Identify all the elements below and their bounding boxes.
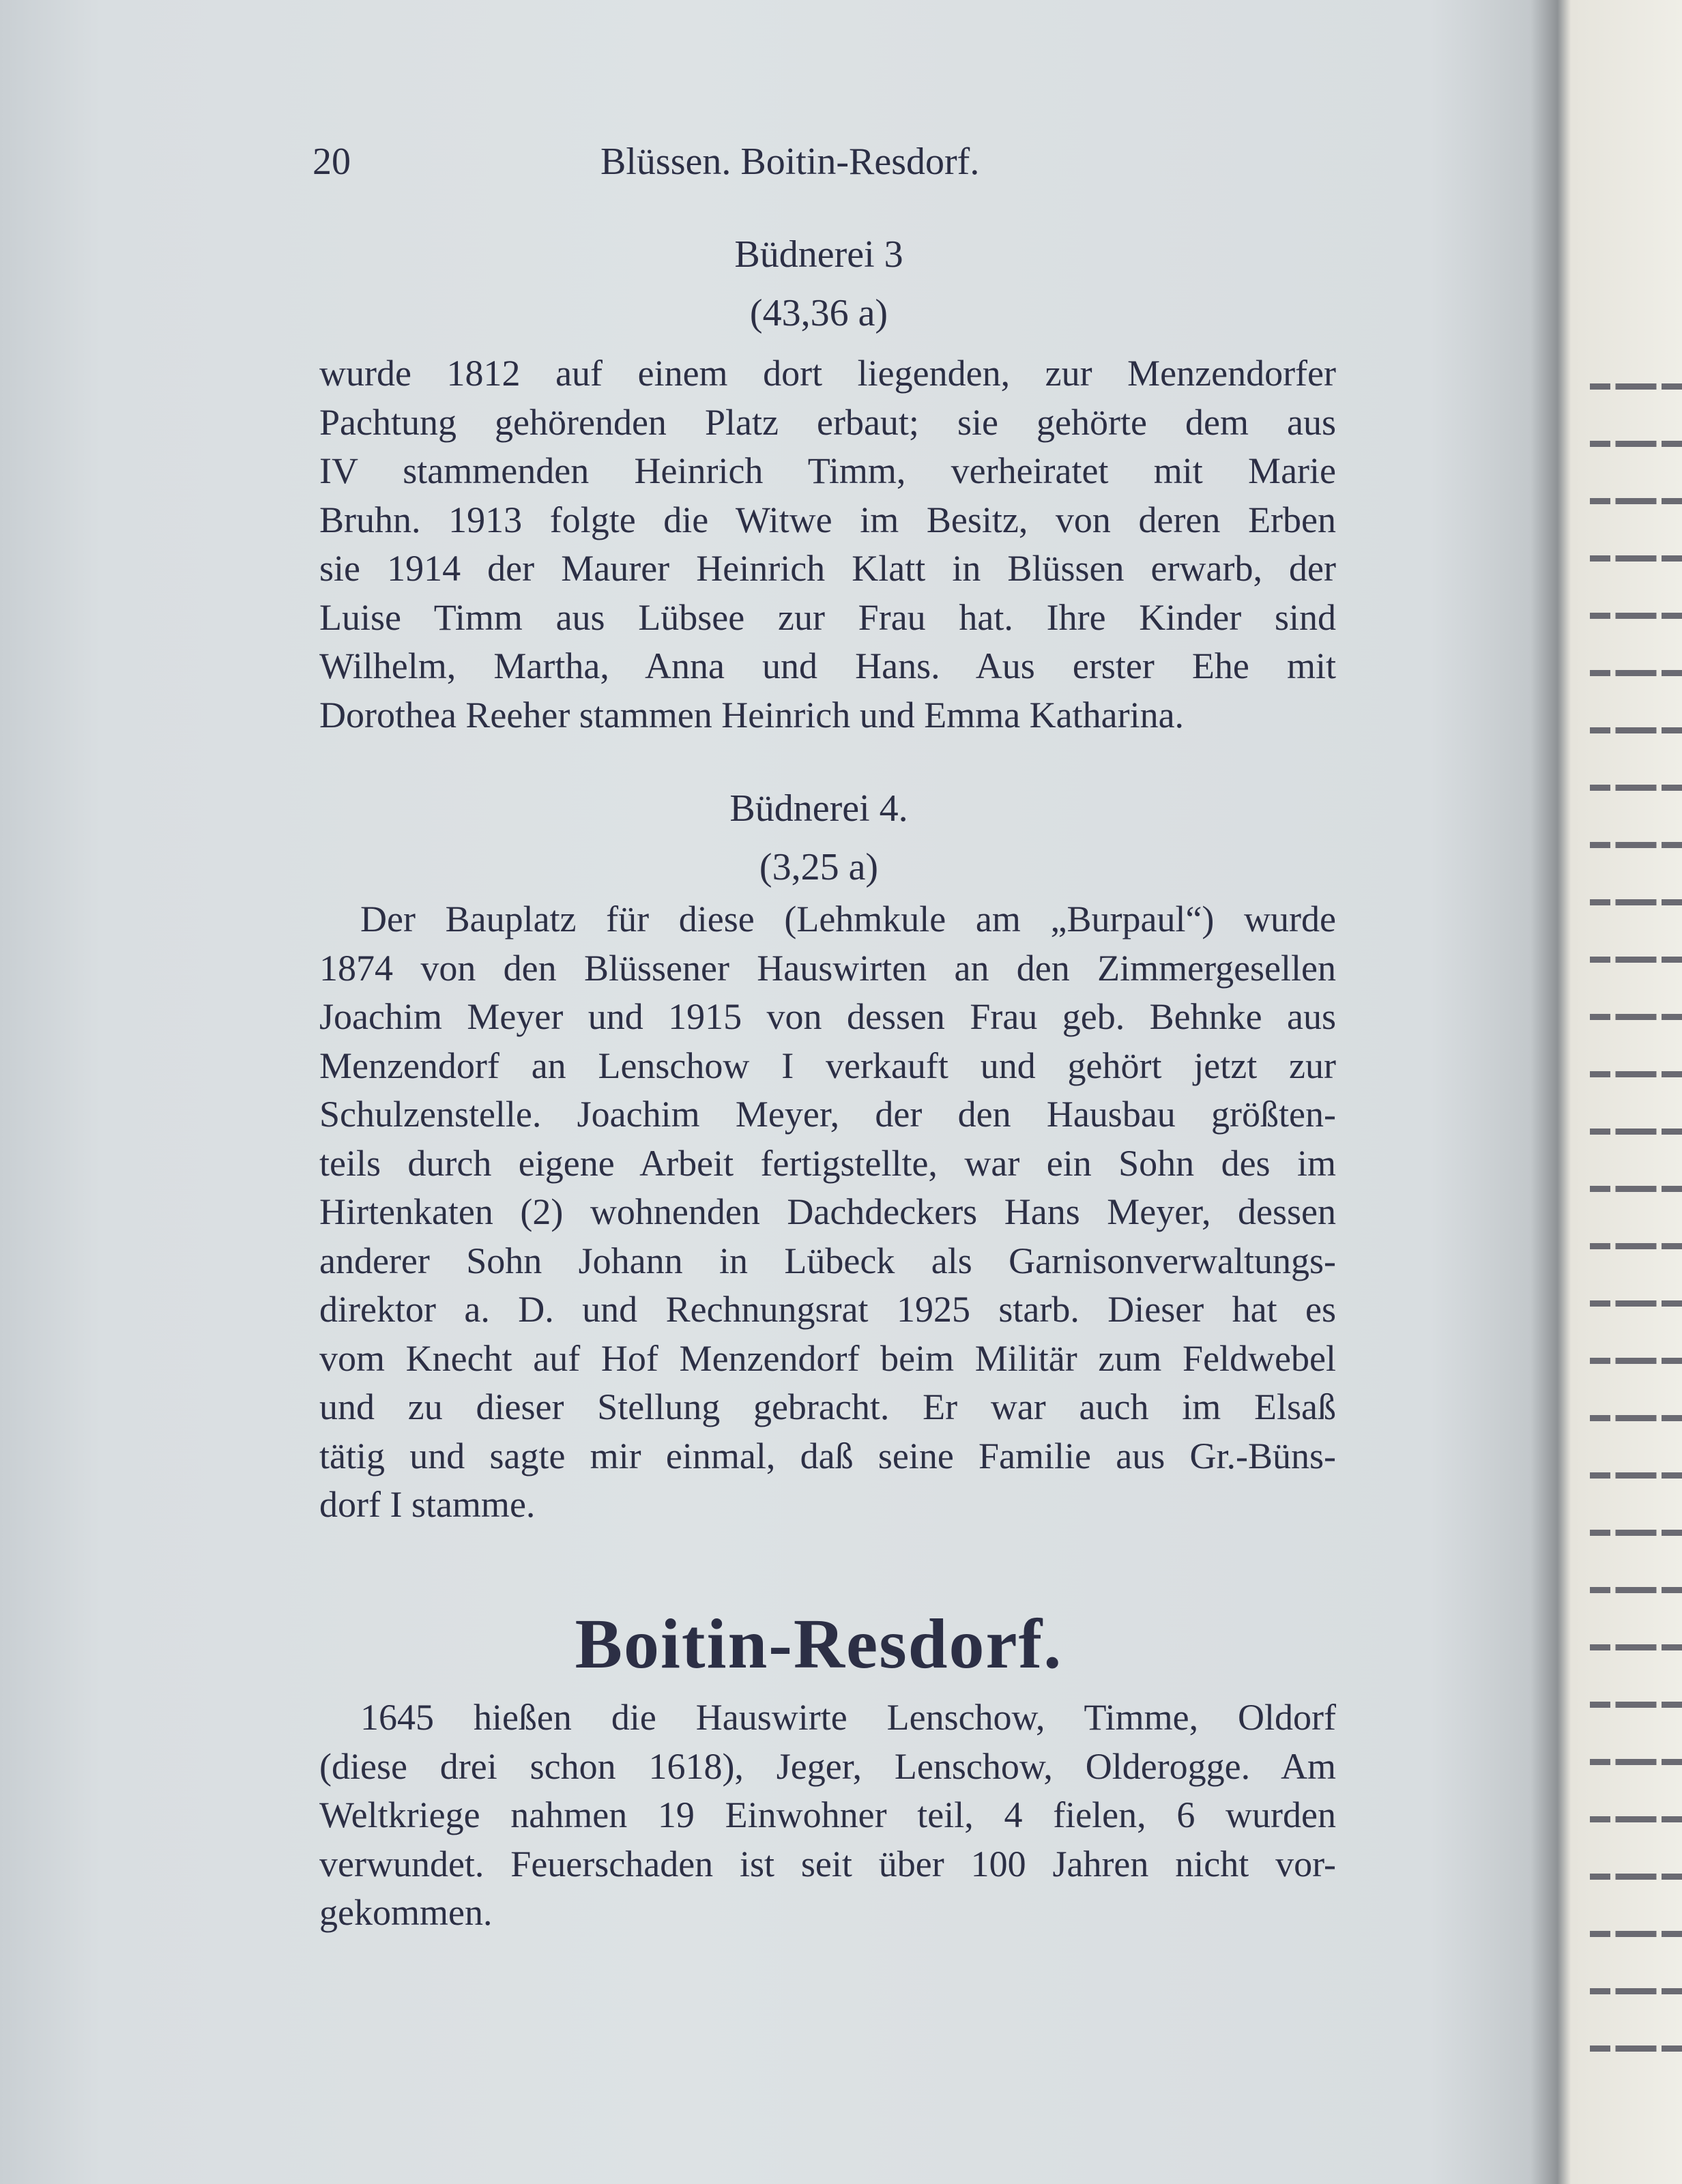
adjacent-page-text-mark: ▬ ▬▬ ▬: [1590, 1002, 1682, 1025]
adjacent-page-text-mark: ▬ ▬▬ ▬: [1590, 601, 1682, 624]
text-line: Pachtung gehörenden Platz erbaut; sie gehörte dem aus: [319, 401, 1336, 443]
adjacent-page-text-mark: ▬ ▬▬ ▬: [1590, 1403, 1682, 1426]
adjacent-page-text-mark: ▬ ▬▬ ▬: [1590, 945, 1682, 967]
adjacent-page-text-mark: ▬ ▬▬ ▬: [1590, 1461, 1682, 1483]
adjacent-page-text-mark: ▬ ▬▬ ▬: [1590, 429, 1682, 452]
text-line: Der Bauplatz für diese (Lehmkule am „Burpaul“) wurde: [360, 899, 1336, 940]
adjacent-page-text-mark: ▬ ▬▬ ▬: [1590, 1862, 1682, 1884]
text-line: Luise Timm aus Lübsee zur Frau hat. Ihre Kinder sind: [319, 596, 1336, 638]
adjacent-page-text-mark: ▬ ▬▬ ▬: [1590, 1518, 1682, 1541]
text-line: Joachim Meyer und 1915 von dessen Frau geb. Behnke aus: [319, 996, 1336, 1037]
text-line: wurde 1812 auf einem dort liegenden, zur Menzendorfer: [319, 353, 1336, 394]
text-line: 1874 von den Blüssener Hauswirten an den Zimmergesellen: [319, 947, 1336, 989]
page-number: 20: [313, 141, 351, 183]
adjacent-page-text-mark: ▬ ▬▬ ▬: [1590, 372, 1682, 394]
text-line: gekommen.: [319, 1892, 493, 1933]
running-head: Blüssen. Boitin-Resdorf.: [600, 141, 980, 183]
text-line: Weltkriege nahmen 19 Einwohner teil, 4 fielen, 6 wurden: [319, 1794, 1336, 1835]
adjacent-page-text-mark: ▬ ▬▬ ▬: [1590, 1117, 1682, 1139]
section-title: Büdnerei 3: [734, 233, 903, 276]
text-line: IV stammenden Heinrich Timm, verheiratet mit Marie: [319, 450, 1336, 491]
text-line: verwundet. Feuerschaden ist seit über 100 Jahren nicht vor-: [319, 1843, 1336, 1884]
adjacent-page-text-mark: ▬ ▬▬ ▬: [1590, 1919, 1682, 1942]
text-line: direktor a. D. und Rechnungsrat 1925 starb. Dieser hat es: [319, 1289, 1336, 1330]
adjacent-page-text-mark: ▬ ▬▬ ▬: [1590, 1633, 1682, 1655]
text-line: Schulzenstelle. Joachim Meyer, der den Hausbau größten-: [319, 1094, 1336, 1135]
adjacent-page-text-mark: ▬ ▬▬ ▬: [1590, 1977, 1682, 1999]
adjacent-page-text-mark: ▬ ▬▬ ▬: [1590, 1575, 1682, 1598]
adjacent-page-text-mark: ▬ ▬▬ ▬: [1590, 1174, 1682, 1197]
adjacent-page-text-mark: ▬ ▬▬ ▬: [1590, 544, 1682, 566]
chapter-title: Boitin-Resdorf.: [575, 1605, 1063, 1683]
adjacent-page-text-mark: ▬ ▬▬ ▬: [1590, 658, 1682, 681]
text-line: sie 1914 der Maurer Heinrich Klatt in Blüssen erwarb, der: [319, 548, 1336, 589]
adjacent-page-text-mark: ▬ ▬▬ ▬: [1590, 716, 1682, 738]
adjacent-page-text-mark: ▬ ▬▬ ▬: [1590, 1747, 1682, 1770]
text-line: (diese drei schon 1618), Jeger, Lenschow, Olderogge. Am: [319, 1745, 1336, 1787]
adjacent-page-text-mark: ▬ ▬▬ ▬: [1590, 1060, 1682, 1082]
text-line: teils durch eigene Arbeit fertigstellte, war ein Sohn des im: [319, 1142, 1336, 1184]
adjacent-page-text-mark: ▬ ▬▬ ▬: [1590, 1232, 1682, 1254]
adjacent-page-text-mark: ▬ ▬▬ ▬: [1590, 773, 1682, 796]
section-title: Büdnerei 4.: [729, 787, 908, 830]
text-line: Dorothea Reeher stammen Heinrich und Emma Katharina.: [319, 694, 1185, 736]
adjacent-page-text-mark: ▬ ▬▬ ▬: [1590, 1289, 1682, 1311]
text-line: Hirtenkaten (2) wohnenden Dachdeckers Hans Meyer, dessen: [319, 1191, 1336, 1232]
section-area: (43,36 a): [749, 292, 888, 334]
text-line: 1645 hießen die Hauswirte Lenschow, Timme, Oldorf: [360, 1697, 1336, 1738]
text-line: Wilhelm, Martha, Anna und Hans. Aus erster Ehe mit: [319, 645, 1336, 686]
section-area: (3,25 a): [759, 846, 879, 888]
text-line: dorf I stamme.: [319, 1484, 536, 1525]
adjacent-page-text-mark: ▬ ▬▬ ▬: [1590, 830, 1682, 853]
adjacent-page-text-mark: ▬ ▬▬ ▬: [1590, 486, 1682, 509]
text-line: Bruhn. 1913 folgte die Witwe im Besitz, von deren Erben: [319, 499, 1336, 540]
text-line: tätig und sagte mir einmal, daß seine Familie aus Gr.-Büns-: [319, 1435, 1336, 1476]
adjacent-page-text-mark: ▬ ▬▬ ▬: [1590, 1346, 1682, 1369]
adjacent-page-text-mark: ▬ ▬▬ ▬: [1590, 1805, 1682, 1827]
adjacent-page-text-mark: ▬ ▬▬ ▬: [1590, 888, 1682, 910]
text-line: anderer Sohn Johann in Lübeck als Garnisonverwaltungs-: [319, 1240, 1336, 1281]
text-line: und zu dieser Stellung gebracht. Er war auch im Elsaß: [319, 1386, 1336, 1427]
adjacent-page-text-mark: ▬ ▬▬ ▬: [1590, 1690, 1682, 1713]
text-line: Menzendorf an Lenschow I verkauft und gehört jetzt zur: [319, 1045, 1336, 1086]
adjacent-page-text-mark: ▬ ▬▬ ▬: [1590, 2034, 1682, 2056]
text-line: vom Knecht auf Hof Menzendorf beim Militär zum Feldwebel: [319, 1337, 1336, 1379]
